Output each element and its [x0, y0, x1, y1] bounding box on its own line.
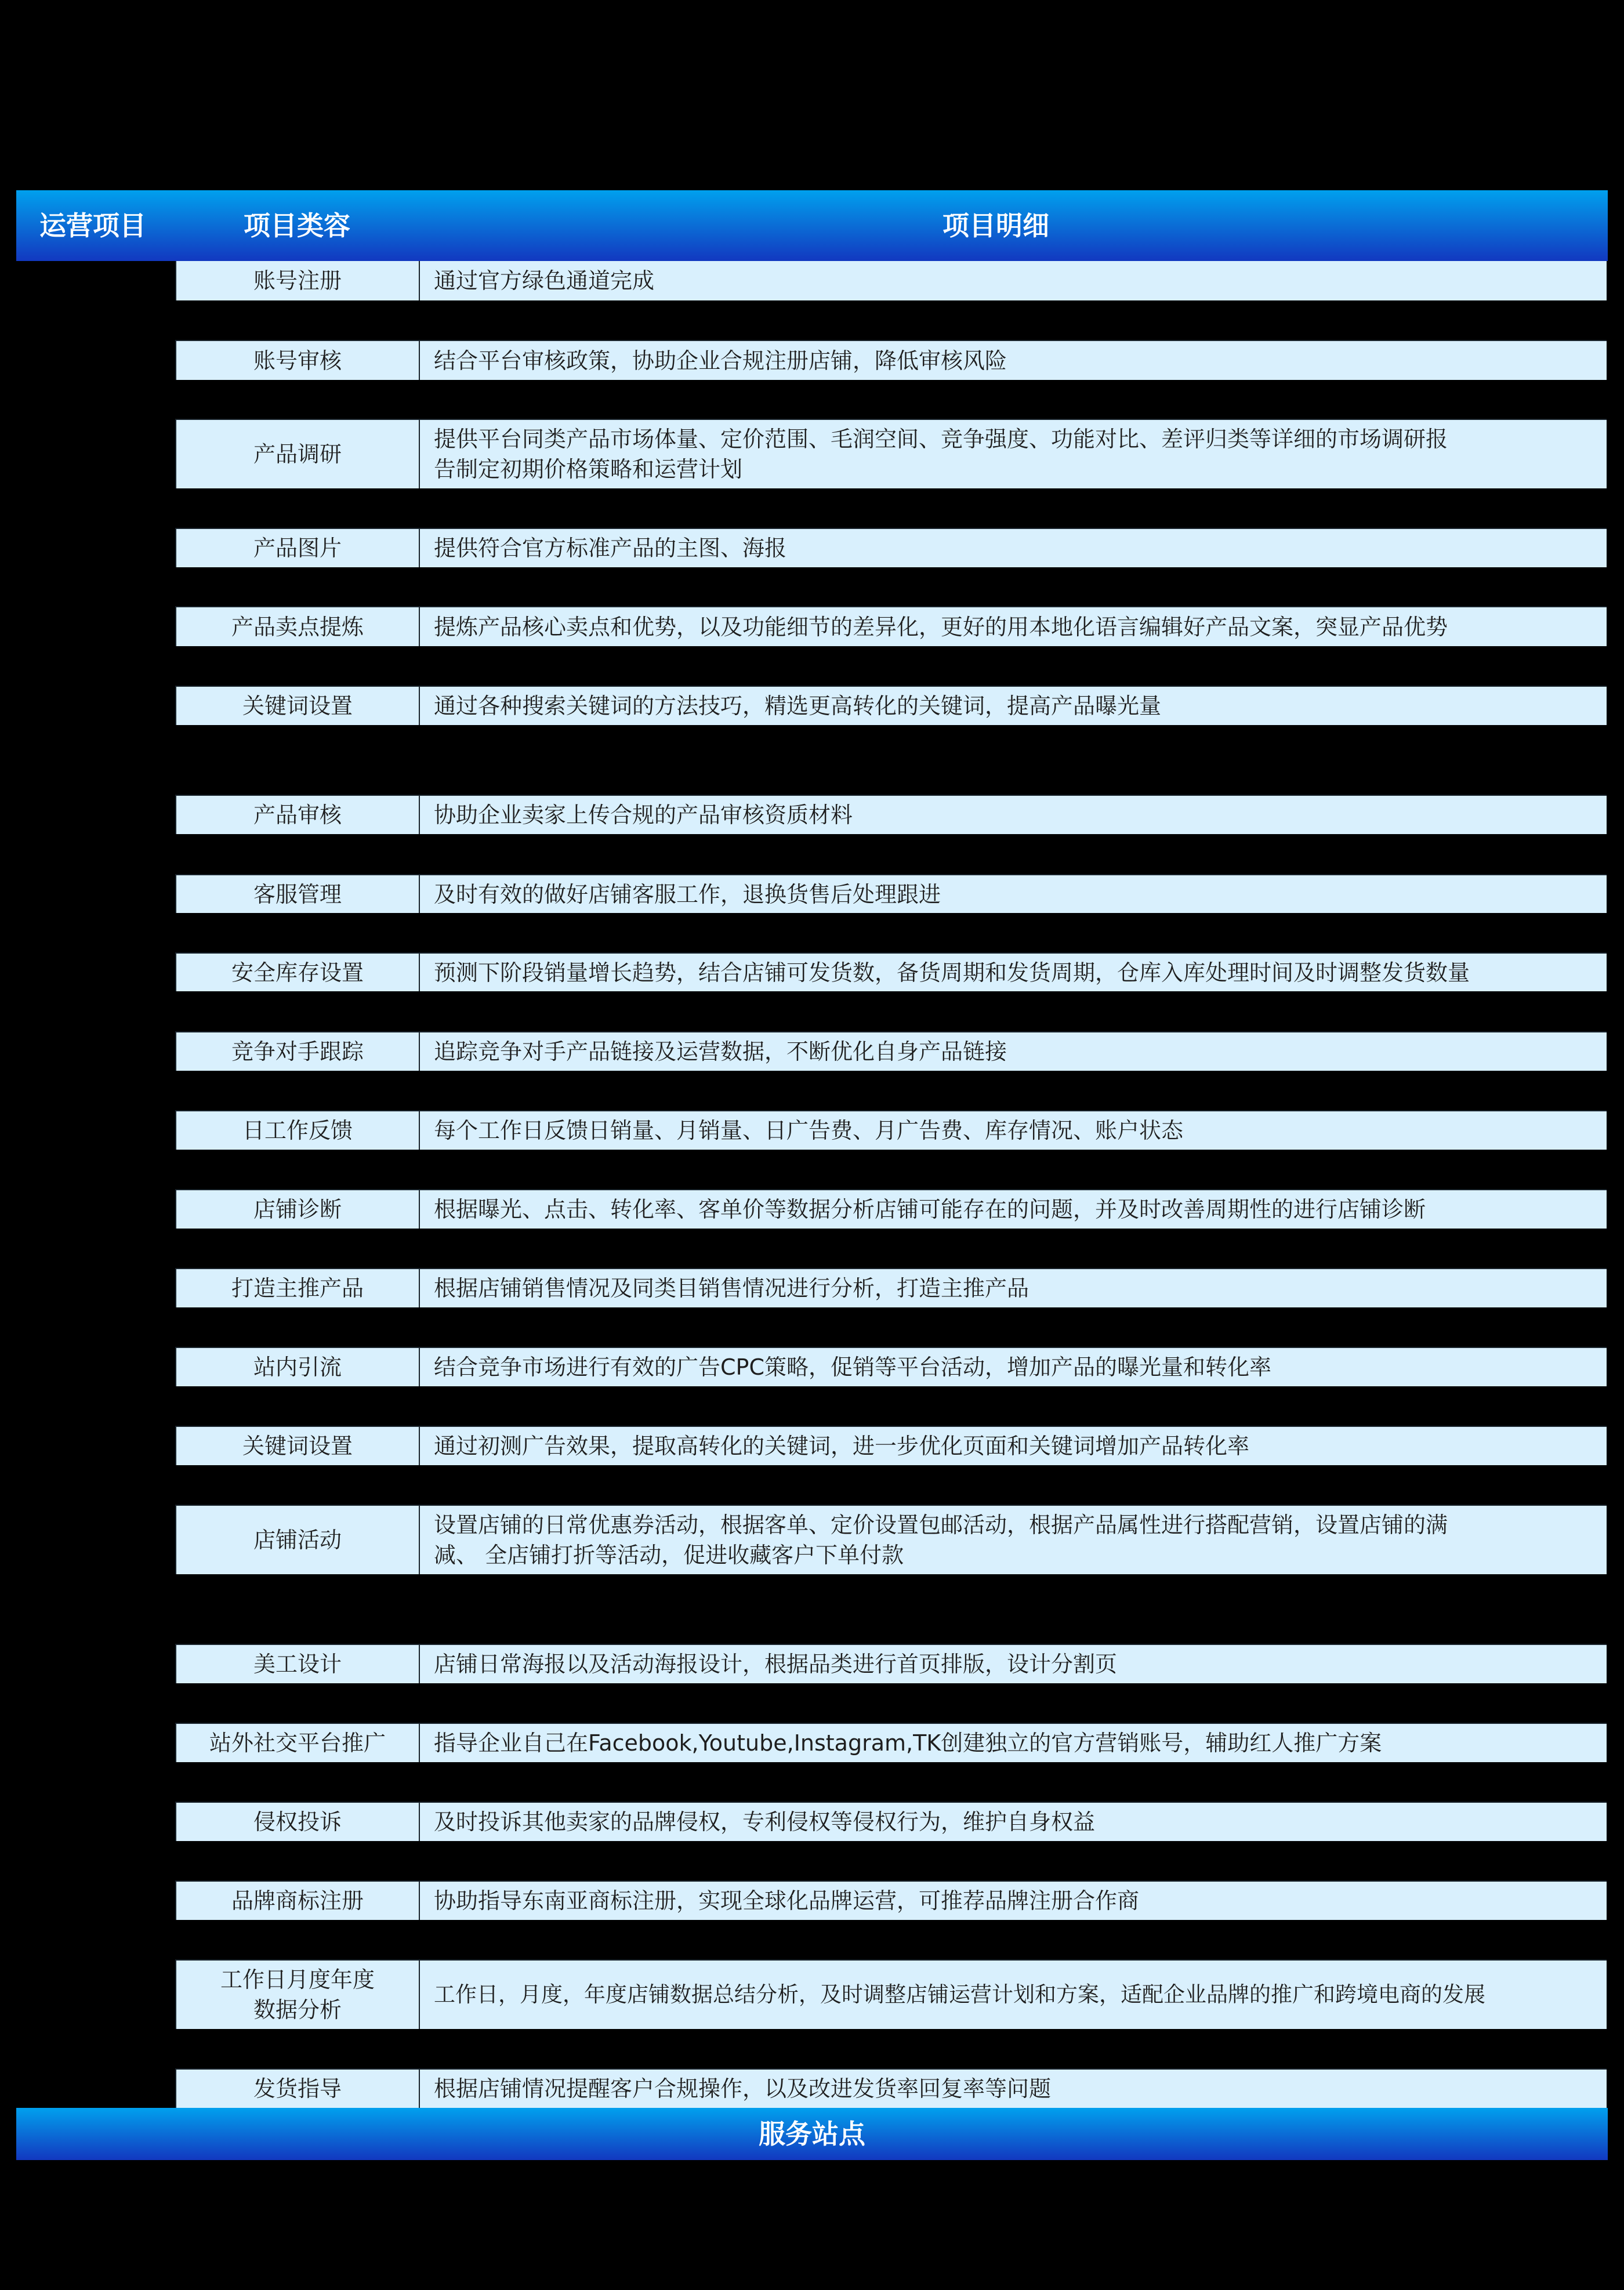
row-category: 店铺活动 — [176, 1506, 420, 1574]
row-detail: 结合竞争市场进行有效的广告CPC策略，促销等平台活动，增加产品的曝光量和转化率 — [434, 1354, 1271, 1380]
row-category: 账号审核 — [176, 341, 420, 380]
table-row — [175, 1268, 1607, 1307]
row-category: 产品调研 — [176, 420, 420, 488]
footer-label: 服务站点 — [759, 2118, 865, 2150]
row-category: 工作日月度年度数据分析 — [176, 1961, 420, 2029]
row-category: 侵权投诉 — [176, 1803, 420, 1841]
row-detail: 及时投诉其他卖家的品牌侵权，专利侵权等侵权行为，维护自身权益 — [434, 1809, 1096, 1835]
row-detail: 通过初测广告效果，提取高转化的关键词，进一步优化页面和关键词增加产品转化率 — [434, 1433, 1250, 1459]
table-row — [175, 1031, 1607, 1071]
table-row — [175, 686, 1607, 725]
table-row — [175, 1110, 1607, 1150]
row-detail: 预测下阶段销量增长趋势，结合店铺可发货数，备货周期和发货周期，仓库入库处理时间及时调整发货数量 — [434, 959, 1470, 985]
table-row — [175, 1505, 1607, 1574]
row-category: 店铺诊断 — [176, 1190, 420, 1229]
row-detail: 指导企业自己在Facebook,Youtube,Instagram,TK创建独立的官方营销账号，辅助红人推广方案 — [434, 1730, 1382, 1756]
row-detail: 通过各种搜索关键词的方法技巧，精选更高转化的关键词，提高产品曝光量 — [434, 693, 1162, 719]
header-operation-project: 运营项目 — [39, 210, 146, 241]
row-detail: 根据曝光、点击、转化率、客单价等数据分析店铺可能存在的问题，并及时改善周期性的进行店铺诊断 — [434, 1197, 1426, 1222]
row-category: 竞争对手跟踪 — [176, 1032, 420, 1071]
row-detail: 追踪竞争对手产品链接及运营数据，不断优化自身产品链接 — [434, 1039, 1007, 1064]
header-project-detail: 项目明细 — [942, 210, 1049, 241]
row-detail: 提供符合官方标准产品的主图、海报 — [434, 535, 787, 561]
service-site-footer — [16, 2108, 1608, 2160]
row-detail: 每个工作日反馈日销量、月销量、日广告费、月广告费、库存情况、账户状态 — [434, 1118, 1184, 1143]
row-detail: 通过官方绿色通道完成 — [434, 268, 655, 294]
table-row — [175, 1426, 1607, 1465]
row-detail: 提炼产品核心卖点和优势，以及功能细节的差异化，更好的用本地化语言编辑好产品文案，突显产品优势 — [434, 614, 1448, 640]
row-category: 美工设计 — [176, 1645, 420, 1683]
row-detail: 协助企业卖家上传合规的产品审核资质材料 — [434, 802, 853, 828]
table-row — [175, 874, 1607, 913]
table-row — [175, 1959, 1607, 2029]
row-detail: 提供平台同类产品市场体量、定价范围、毛润空间、竞争强度、功能对比、差评归类等详细的市场调研报告制定初期价格策略和运营计划 — [434, 426, 1448, 482]
table-row — [175, 952, 1607, 991]
row-category: 安全库存设置 — [176, 954, 420, 991]
row-category: 发货指导 — [176, 2070, 420, 2108]
row-detail: 结合平台审核政策，协助企业合规注册店铺，降低审核风险 — [434, 347, 1007, 374]
table-row — [175, 1802, 1607, 1841]
row-detail: 根据店铺销售情况及同类目销售情况进行分析，打造主推产品 — [434, 1276, 1030, 1301]
table-row — [175, 261, 1607, 300]
table-row — [175, 795, 1607, 834]
table-row — [175, 1189, 1607, 1229]
table-row — [175, 1880, 1607, 1920]
row-detail: 设置店铺的日常优惠券活动，根据客单、定价设置包邮活动，根据产品属性进行搭配营销，设置店铺的满减、 全店铺打折等活动，促进收藏客户下单付款 — [434, 1512, 1448, 1568]
row-detail: 及时有效的做好店铺客服工作，退换货售后处理跟进 — [434, 881, 941, 907]
row-category: 站内引流 — [176, 1348, 420, 1386]
row-category: 产品图片 — [176, 529, 420, 567]
row-category: 日工作反馈 — [176, 1111, 420, 1150]
table-header — [16, 190, 1608, 261]
row-category: 产品卖点提炼 — [176, 607, 420, 646]
row-category: 品牌商标注册 — [176, 1882, 420, 1920]
row-detail: 根据店铺情况提醒客户合规操作，以及改进发货率回复率等问题 — [434, 2076, 1052, 2101]
row-detail: 工作日，月度，年度店铺数据总结分析，及时调整店铺运营计划和方案，适配企业品牌的推广和跨境电商的发展 — [434, 1982, 1485, 2007]
row-category: 打造主推产品 — [176, 1269, 420, 1307]
row-category: 产品审核 — [176, 796, 420, 834]
table-row — [175, 340, 1607, 380]
row-category: 站外社交平台推广 — [176, 1724, 420, 1762]
row-detail: 协助指导东南亚商标注册，实现全球化品牌运营，可推荐品牌注册合作商 — [434, 1888, 1140, 1914]
row-category: 客服管理 — [176, 875, 420, 913]
header-project-category: 项目类容 — [244, 210, 350, 241]
row-category: 关键词设置 — [176, 1427, 420, 1465]
table-row — [175, 1347, 1607, 1386]
table-row — [175, 606, 1607, 646]
table-row — [175, 1644, 1607, 1683]
table-row — [175, 528, 1607, 567]
table-row — [175, 2068, 1607, 2108]
row-detail: 店铺日常海报以及活动海报设计，根据品类进行首页排版，设计分割页 — [434, 1651, 1118, 1677]
row-category: 关键词设置 — [176, 687, 420, 725]
table-row — [175, 419, 1607, 488]
table-row — [175, 1723, 1607, 1762]
row-category: 账号注册 — [176, 261, 420, 300]
